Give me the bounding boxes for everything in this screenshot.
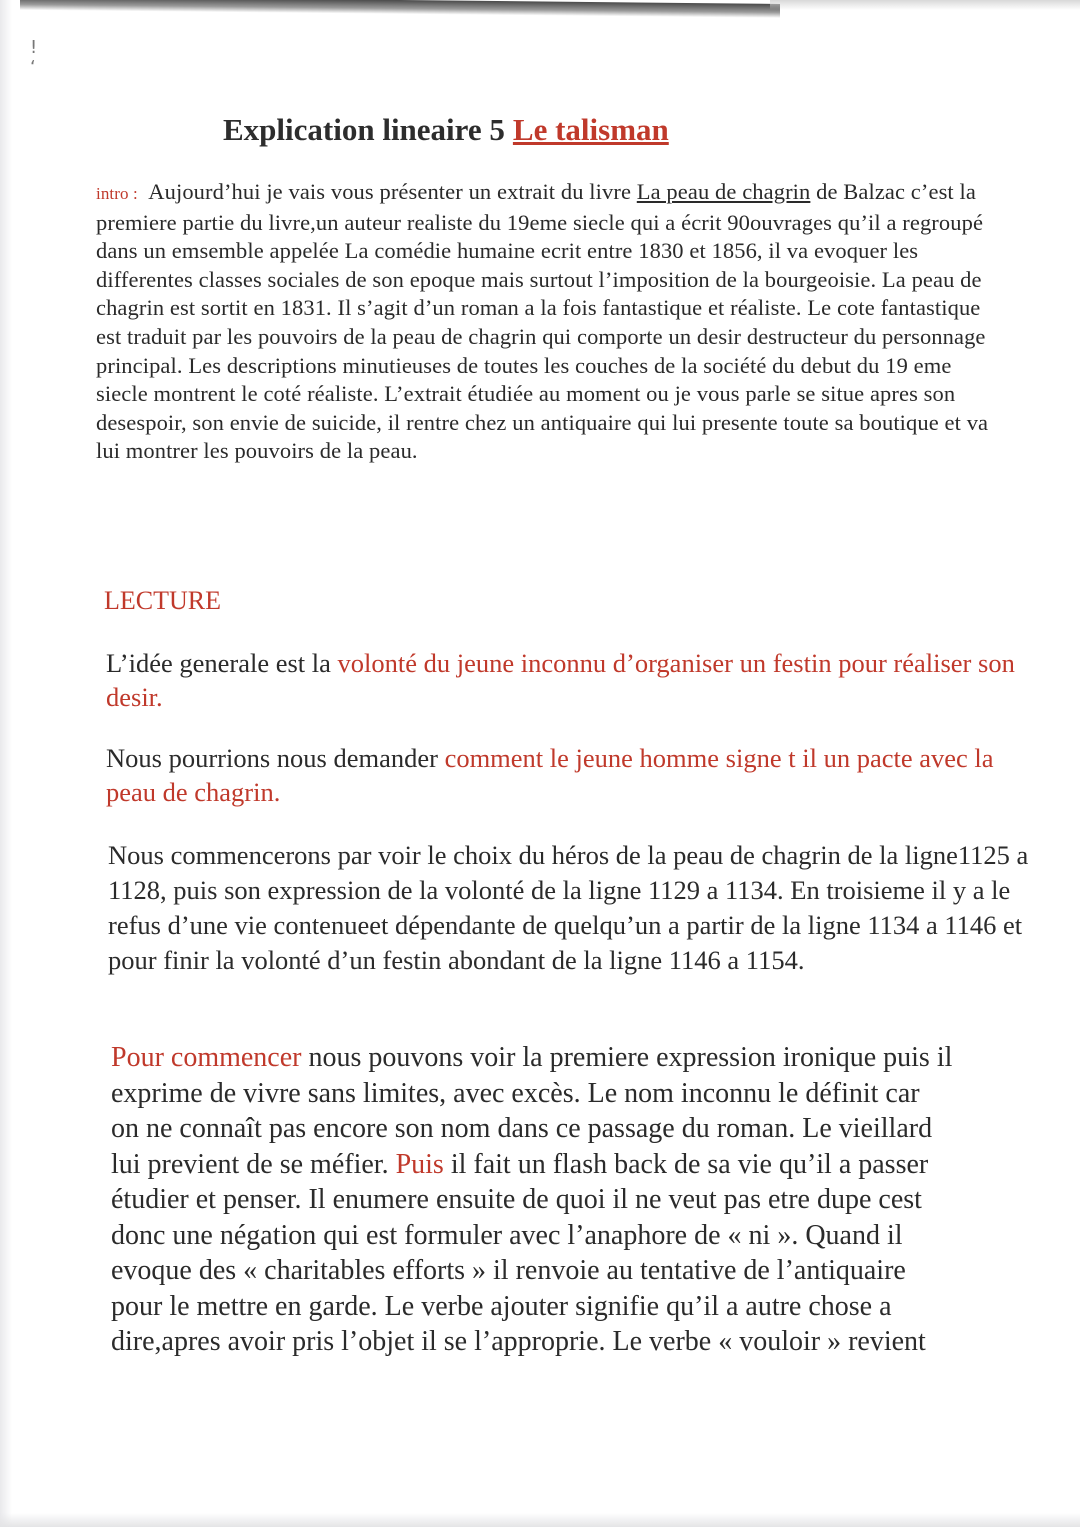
idee-highlight: volonté du jeune inconnu d’organiser un festin pour réaliser son desir. xyxy=(106,648,1015,712)
intro-book-title: La peau de chagrin xyxy=(636,179,811,204)
analyse-line-7: evoque des « charitables efforts » il renvoie au tentative de l’antiquaire xyxy=(111,1255,906,1286)
intro-paragraph xyxy=(96,178,996,466)
page-edge-bottom xyxy=(0,1513,1080,1527)
analyse-line-1 xyxy=(111,1040,1080,1076)
analyse-line-2: exprime de vivre sans limites, avec excès. Le nom inconnu le définit car xyxy=(111,1077,920,1109)
idee-plain: L’idée generale est la xyxy=(106,648,331,678)
page-edge-left xyxy=(0,0,12,1527)
page-edge-top xyxy=(20,0,780,18)
analyse-line-6: donc une négation qui est formuler avec l’anaphore de « ni ». Quand il xyxy=(111,1219,903,1251)
page-title xyxy=(223,112,669,148)
problematique-paragraph xyxy=(106,741,1006,809)
margin-mark-1: ! xyxy=(30,37,38,58)
idee-generale-paragraph xyxy=(106,646,1026,714)
analyse-line-9: dire,apres avoir pris l’objet il se l’approprie. Le verbe « vouloir » revient xyxy=(111,1326,926,1357)
page-edge-top-right xyxy=(770,0,1080,10)
analyse-line-3: on ne connaît pas encore son nom dans ce passage du roman. Le vieillard xyxy=(111,1113,933,1144)
margin-pencil-marks xyxy=(30,38,42,78)
analyse-line-1-text: nous pouvons voir la premiere expression ironique puis il xyxy=(308,1042,953,1073)
analyse-transition-1: Pour commencer xyxy=(111,1042,302,1073)
analyse-paragraph xyxy=(111,1040,1080,1360)
analyse-line-4a: lui previent de se méfier. xyxy=(111,1148,389,1180)
analyse-line-8: pour le mettre en garde. Le verbe ajouter signifie qu’il a autre chose a xyxy=(111,1290,892,1322)
question-plain: Nous pourrions nous demander xyxy=(106,743,438,773)
margin-mark-2: ‘ xyxy=(30,57,36,78)
title-subject: Le talisman xyxy=(512,112,669,147)
intro-label: intro : xyxy=(96,184,138,203)
analyse-line-5: étudier et penser. Il enumere ensuite de quoi il ne veut pas etre dupe cest xyxy=(111,1184,922,1215)
intro-text-1: Aujourd’hui je vais vous présenter un extrait du livre xyxy=(148,179,632,204)
question-highlight: comment le jeune homme signe t il un pacte avec la peau de chagrin. xyxy=(106,743,994,807)
title-main: Explication lineaire 5 xyxy=(223,112,505,147)
lecture-heading: LECTURE xyxy=(104,586,221,615)
analyse-transition-2: Puis xyxy=(395,1148,444,1180)
plan-paragraph: Nous commencerons par voir le choix du héros de la peau de chagrin de la ligne1125 a 1128, puis son expression de la volonté de la ligne 1129 a 1134. En troisieme il y a le refus d’une vie contenueet dépendante de quelqu’un a partir de la ligne 1134 a 1146 et pour finir la volonté d’un festin abondant de la ligne 1146 a 1154. xyxy=(108,840,1029,975)
analyse-line-4b: il fait un flash back de sa vie qu’il a passer xyxy=(450,1148,929,1180)
intro-text-2: de Balzac c’est la premiere partie du livre,un auteur realiste du 19eme siecle qui a écrit 90ouvrages qu’il a regroupé dans un emsemble appelée La comédie humaine ecrit entre 1830 et 1856, il va evoquer les differentes classes sociales de son epoque mais surtout l’imposition de la bourgeoisie. La peau de chagrin est sortit en 1831. Il s’agit d’un roman a la fois fantastique et réaliste. Le cote fantastique est traduit par les pouvoirs de la peau de chagrin qui comporte un desir destructeur du personnage principal. Les descriptions minutieuses de toutes les couches de la société du debut du 19 eme siecle montrent le coté réaliste. L’extrait étudiée au moment ou je vous parle se situe apres son desespoir, son envie de suicide, il rentre chez un antiquaire qui lui presente toute sa boutique et va lui montrer les pouvoirs de la peau. xyxy=(96,179,989,464)
analyse-line-4 xyxy=(111,1147,1080,1183)
